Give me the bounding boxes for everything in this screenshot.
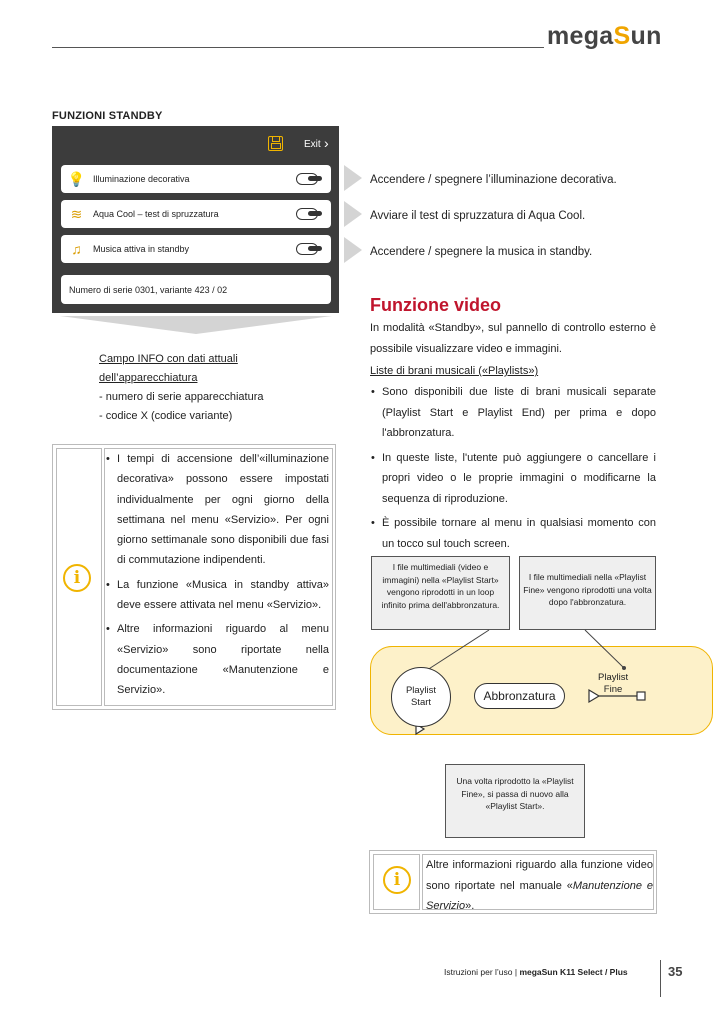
info-icon: i bbox=[383, 866, 411, 894]
list-item: • I tempi di accensione dell’«illuminazione decorativa» possono essere impostati individualmente per ogni giorno della settimana nel menu «Servizio». Per ogni giorno settimanale sono disponibili due fasi di commutazione indipendenti. bbox=[105, 449, 329, 571]
info-note-text bbox=[426, 855, 653, 917]
playlist-fine-label bbox=[598, 672, 628, 696]
spray-icon: ≋ bbox=[70, 206, 83, 222]
exit-button[interactable]: Exit bbox=[304, 139, 321, 150]
row-label: Musica attiva in standby bbox=[93, 244, 190, 254]
music-description: Accendere / spegnere la musica in standby. bbox=[370, 246, 593, 258]
stop-icon bbox=[637, 692, 645, 700]
row-label: Illuminazione decorativa bbox=[93, 174, 190, 184]
connector-line bbox=[421, 630, 489, 674]
lighting-description: Accendere / spegnere l’illuminazione decorativa. bbox=[370, 174, 617, 186]
lamp-icon: 💡 bbox=[67, 171, 86, 187]
info-field-line: - numero di serie apparecchiatura bbox=[99, 391, 264, 403]
footer-prefix: Istruzioni per l’uso | bbox=[444, 967, 520, 977]
info-icon: i bbox=[63, 564, 91, 592]
footer-product: megaSun K11 Select / Plus bbox=[519, 967, 628, 977]
callout-playlist-start: I file multimediali (video e immagini) nella «Playlist Start» vengono riprodotti in un loop infinito prima dell'abbronzatura. bbox=[371, 556, 510, 630]
list-item: • È possibile tornare al menu in qualsiasi momento con un tocco sul touch screen. bbox=[370, 513, 656, 554]
footer-text bbox=[444, 967, 628, 977]
node-label: Fine bbox=[603, 684, 623, 695]
info-field-line: - codice X (codice variante) bbox=[99, 410, 233, 422]
brand-logo: megaSun bbox=[547, 22, 662, 50]
callout-loop-back: Una volta riprodotto la «Playlist Fine», si passa di nuovo alla «Playlist Start». bbox=[445, 764, 585, 838]
list-item: • In queste liste, l'utente può aggiungere o cancellare i propri video o le proprie immagini o modificarne la sequenza di riproduzione. bbox=[370, 448, 656, 510]
footer-divider bbox=[660, 960, 661, 997]
info-field-heading: Campo INFO con dati attuali dell’apparecchiatura bbox=[99, 353, 238, 384]
list-item: • La funzione «Musica in standby attiva» deve essere attivata nel menu «Servizio». bbox=[105, 575, 329, 616]
abbronzatura-node: Abbronzatura bbox=[474, 683, 565, 709]
node-label: Playlist bbox=[598, 672, 629, 683]
node-label: Start bbox=[410, 697, 432, 708]
aquacool-description: Avviare il test di spruzzatura di Aqua Cool. bbox=[370, 210, 586, 222]
manual-title: Manutenzione e Servizio bbox=[426, 879, 653, 912]
page-number: 35 bbox=[668, 964, 683, 979]
note-text: Altre informazioni riguardo alla funzione video sono riportate nel manuale « bbox=[426, 859, 653, 892]
list-item: • Altre informazioni riguardo al menu «Servizio» sono riportate nella documentazione «Manutenzione e Servizio». bbox=[105, 619, 329, 700]
node-label: Playlist bbox=[405, 685, 437, 696]
connector-line bbox=[585, 630, 624, 668]
connector-dot bbox=[622, 666, 626, 670]
list-item: • Sono disponibili due liste di brani musicali separate (Playlist Start e Playlist End) per prima e dopo l'abbronzatura. bbox=[370, 382, 656, 444]
callout-playlist-fine: I file multimediali nella «Playlist Fine» vengono riprodotti una volta dopo l'abbronzatura. bbox=[519, 556, 656, 630]
playlists-heading: Liste di brani musicali («Playlists») bbox=[370, 365, 539, 377]
section-title: FUNZIONI STANDBY bbox=[52, 110, 163, 122]
note-text: ». bbox=[465, 900, 475, 912]
chevron-right-icon[interactable]: › bbox=[324, 135, 329, 151]
music-icon: ♫ bbox=[71, 241, 82, 257]
video-section-title: Funzione video bbox=[370, 295, 502, 315]
playlist-start-node bbox=[391, 667, 451, 727]
row-label: Aqua Cool – test di spruzzatura bbox=[93, 209, 219, 219]
serial-text: Numero di serie 0301, variante 423 / 02 bbox=[69, 285, 228, 295]
video-intro: In modalità «Standby», sul pannello di controllo esterno è possibile visualizzare video e immagini. bbox=[370, 322, 656, 355]
